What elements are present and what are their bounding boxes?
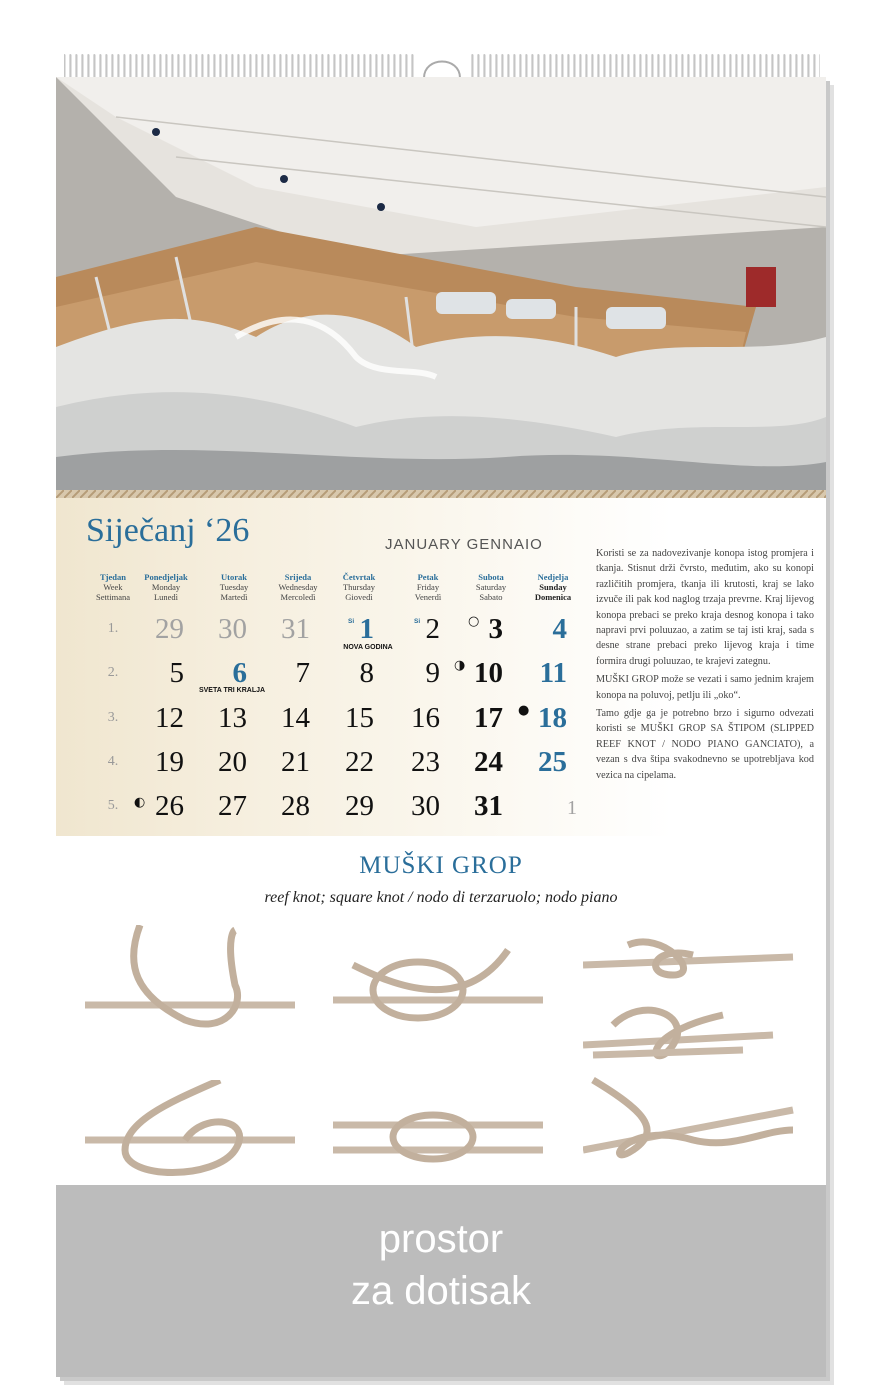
day-cell: 9 (425, 657, 440, 689)
new-moon-icon: ● (518, 703, 530, 718)
week-number: 5. (107, 798, 119, 813)
day-cell: 28 (281, 790, 310, 822)
knot-step-2-image (333, 945, 553, 1065)
last-quarter-moon-icon: ◐ (134, 795, 146, 810)
month-title: Siječanj ‘26 (86, 512, 250, 549)
week-number: 2. (107, 665, 119, 680)
holiday-label: SVETA TRI KRALJA (198, 687, 266, 694)
day-cell: 8 (359, 657, 374, 689)
header-saturday: Subota Saturday Sabato (475, 572, 507, 602)
day-cell: 16 (411, 702, 440, 734)
day-cell: 26 (155, 790, 184, 822)
day-cell-sunday: 25 (538, 746, 567, 778)
day-cell: 15 (345, 702, 374, 734)
knot-step-1-image (85, 925, 305, 1045)
week-number: 1. (107, 621, 119, 636)
week-number: 4. (107, 754, 119, 769)
month-subtitle: JANUARY GENNAIO (385, 536, 543, 553)
imprint-line-2: za dotisak (350, 1269, 532, 1313)
calendar-grid (56, 498, 826, 836)
holiday-label: NOVA GODINA (343, 644, 393, 651)
description-paragraph: Koristi se za nadovezivanje konopa istog promjera i tkanja. Stisnut drži čvrsto, međutim, ako su konopi različitih promjera, tkanja ili krutosti, kraj se lako izvuče ili pak kod naglog trzaja prevrne. Kraj lijevog konopa prebaci se preko kraja desnog konopa i tako napravi prvi poluuzao, a zatim se taj isti kraj, sada s desne strane prebaci preko lijevog kraja i time formira drugi poluuzao, te krajevi zategnu. (596, 548, 814, 667)
day-cell: 20 (218, 746, 247, 778)
knot-step-7-image (583, 1070, 803, 1190)
day-cell: 7 (295, 657, 310, 689)
day-cell: 30 (411, 790, 440, 822)
yacht-photo (56, 77, 826, 493)
day-cell: 27 (218, 790, 247, 822)
day-cell: 29 (155, 613, 184, 645)
day-cell: 3 (488, 613, 503, 645)
day-cell: 5 (169, 657, 184, 689)
day-cell: 31 (281, 613, 310, 645)
day-cell-holiday: 1 (359, 613, 374, 645)
header-thursday: Četvrtak Thursday Giovedì (342, 572, 376, 602)
day-cell: 21 (281, 746, 310, 778)
header-tuesday: Utorak Tuesday Martedì (219, 572, 249, 602)
full-moon-icon: ○ (468, 614, 480, 629)
knot-step-5-image (85, 1080, 305, 1200)
holiday-marker: Si (348, 618, 355, 625)
day-cell: 17 (474, 702, 503, 734)
day-cell: 30 (218, 613, 247, 645)
imprint-area (56, 1185, 826, 1377)
description-paragraph: MUŠKI GROP može se vezati i samo jednim krajem konopa na poluvoj, petlju ili „oko“. (596, 674, 814, 701)
day-cell: 23 (411, 746, 440, 778)
day-cell: 31 (474, 790, 503, 822)
header-wednesday: Srijeda Wednesday Mercoledì (278, 572, 318, 602)
header-monday: Ponedjeljak Monday Lunedì (144, 572, 188, 602)
day-cell: 1 (567, 797, 577, 819)
holiday-marker: Si (414, 618, 421, 625)
header-sunday: Nedjelja Sunday Domenica (534, 572, 572, 602)
day-cell: 14 (281, 702, 310, 734)
day-cell-holiday: 6 (232, 657, 247, 689)
first-quarter-moon-icon: ◑ (454, 658, 466, 673)
week-number: 3. (107, 710, 119, 725)
knot-description (596, 546, 814, 786)
day-cell: 29 (345, 790, 374, 822)
description-paragraph: Tamo gdje ga je potrebno brzo i sigurno odvezati koristi se MUŠKI GROP SA ŠTIPOM (SLIPPED REEF KNOT / NODO PIANO GANCIATO), a vezan s dva štipa svakodnevno se upotrebljava kod vezica na cipelama. (596, 708, 814, 781)
knot-subtitle: reef knot; square knot / nodo di terzaruolo; nodo piano (264, 889, 618, 906)
day-cell: 10 (474, 657, 503, 689)
imprint-line-1: prostor (378, 1217, 504, 1261)
day-cell: 22 (345, 746, 374, 778)
day-cell-sunday: 4 (552, 613, 567, 645)
day-cell-sunday: 18 (538, 702, 567, 734)
knot-title: MUŠKI GROP (359, 852, 523, 879)
header-week: Tjedan Week Settimana (96, 572, 130, 602)
day-cell: 2 (425, 613, 440, 645)
rope-divider (56, 490, 826, 498)
header-friday: Petak Friday Venerdì (414, 572, 442, 602)
day-cell-sunday: 11 (539, 657, 567, 689)
day-cell: 24 (474, 746, 503, 778)
day-cell: 13 (218, 702, 247, 734)
day-cell: 19 (155, 746, 184, 778)
day-cell: 12 (155, 702, 184, 734)
